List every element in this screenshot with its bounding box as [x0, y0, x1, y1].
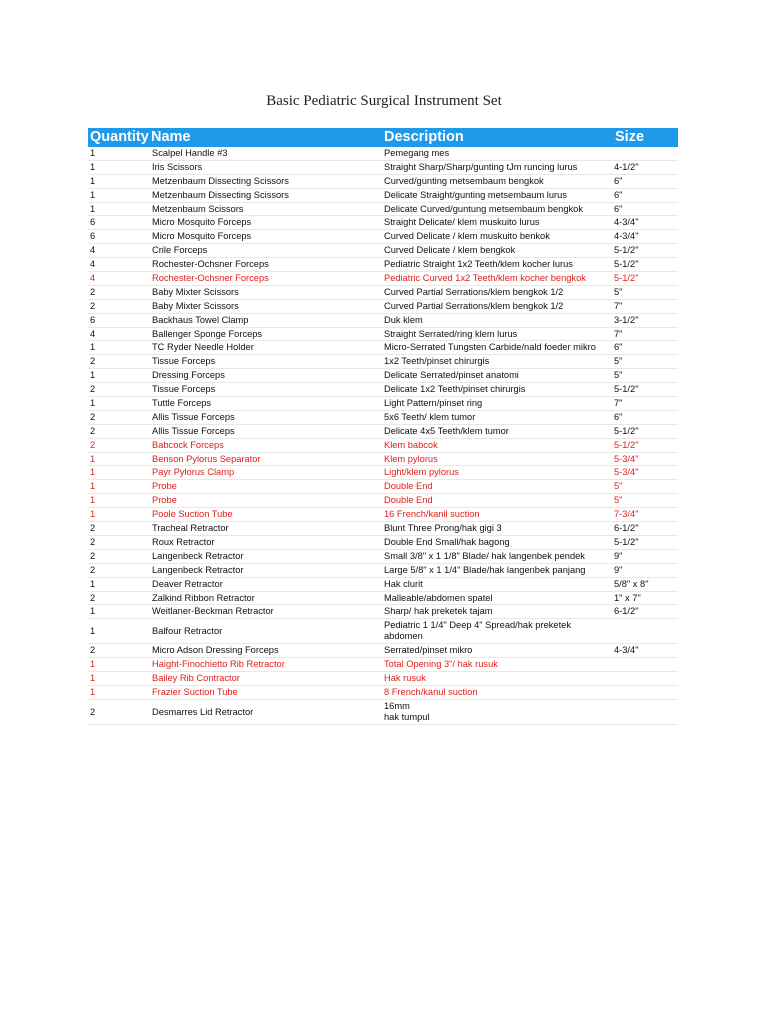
description-cell: Curved Partial Serrations/klem bengkok 1/2	[384, 286, 564, 297]
table-row	[88, 286, 678, 300]
quantity-cell: 1	[90, 626, 96, 637]
table-header	[88, 128, 678, 147]
size-cell: 5-1/2"	[614, 536, 639, 547]
description-cell: Klem babcok	[384, 439, 438, 450]
name-cell: Allis Tissue Forceps	[152, 425, 235, 436]
size-cell: 5-1/2"	[614, 384, 639, 395]
table-row	[88, 300, 678, 314]
name-cell: Rochester-Ochsner Forceps	[152, 259, 269, 270]
size-cell: 1" x 7"	[614, 592, 641, 603]
name-cell: Ballenger Sponge Forceps	[152, 328, 263, 339]
description-cell: Straight Serrated/ring klem lurus	[384, 328, 518, 339]
table-row	[88, 272, 678, 286]
size-cell: 6-1/2"	[614, 606, 639, 617]
table-row	[88, 508, 678, 522]
table-row	[88, 314, 678, 328]
description-cell: 16 French/kanil suction	[384, 509, 480, 520]
table-row	[88, 147, 678, 161]
description-cell: Total Opening 3"/ hak rusuk	[384, 659, 498, 670]
name-cell: Micro Mosquito Forceps	[152, 231, 252, 242]
description-cell: Sharp/ hak preketek tajam	[384, 606, 493, 617]
description-cell: Straight Sharp/Sharp/gunting tJm runcing lurus	[384, 161, 578, 172]
size-cell: 5"	[614, 356, 623, 367]
name-cell: Metzenbaum Dissecting Scissors	[152, 189, 289, 200]
description-cell: Delicate Serrated/pinset anatomi	[384, 370, 519, 381]
name-cell: Backhaus Towel Clamp	[152, 314, 249, 325]
size-cell: 9"	[614, 564, 623, 575]
name-cell: Langenbeck Retractor	[152, 550, 244, 561]
description-cell: 16mm hak tumpul	[384, 700, 430, 722]
name-cell: Metzenbaum Dissecting Scissors	[152, 175, 289, 186]
size-cell: 7"	[614, 300, 623, 311]
size-cell: 5-1/2"	[614, 439, 639, 450]
name-cell: Tissue Forceps	[152, 384, 216, 395]
name-cell: Rochester-Ochsner Forceps	[152, 273, 269, 284]
table-row	[88, 536, 678, 550]
quantity-cell: 1	[90, 203, 96, 214]
quantity-cell: 2	[90, 439, 96, 450]
size-cell: 3-1/2"	[614, 314, 639, 325]
description-cell: Curved Delicate / klem bengkok	[384, 245, 516, 256]
name-cell: Haight-Finochietto Rib Retractor	[152, 659, 285, 670]
size-cell: 5"	[614, 481, 623, 492]
size-cell: 5"	[614, 286, 623, 297]
name-cell: Tuttle Forceps	[152, 398, 212, 409]
table-row	[88, 216, 678, 230]
table-row	[88, 550, 678, 564]
quantity-cell: 4	[90, 328, 96, 339]
quantity-cell: 2	[90, 300, 96, 311]
quantity-cell: 2	[90, 645, 96, 656]
description-cell: Delicate Curved/guntung metsembaum bengkok	[384, 203, 583, 214]
description-cell: Klem pylorus	[384, 453, 438, 464]
quantity-cell: 4	[90, 273, 96, 284]
quantity-cell: 1	[90, 189, 96, 200]
name-cell: Frazier Suction Tube	[152, 686, 238, 697]
size-cell: 6"	[614, 189, 623, 200]
name-cell: Probe	[152, 481, 177, 492]
name-cell: Iris Scissors	[152, 161, 203, 172]
table-row	[88, 189, 678, 203]
quantity-cell: 2	[90, 384, 96, 395]
quantity-cell: 1	[90, 578, 96, 589]
size-cell: 5-3/4"	[614, 467, 639, 478]
name-cell: Bailey Rib Contractor	[152, 673, 240, 684]
size-cell: 5-1/2"	[614, 273, 639, 284]
size-cell: 5"	[614, 495, 623, 506]
name-cell: Payr Pylorus Clamp	[152, 467, 235, 478]
quantity-cell: 2	[90, 356, 96, 367]
name-cell: Micro Adson Dressing Forceps	[152, 645, 279, 656]
name-cell: Allis Tissue Forceps	[152, 411, 235, 422]
table-row	[88, 244, 678, 258]
quantity-cell: 2	[90, 286, 96, 297]
quantity-cell: 2	[90, 523, 96, 534]
name-cell: Scalpel Handle #3	[152, 148, 228, 158]
size-cell: 4-3/4"	[614, 217, 639, 228]
size-cell: 7-3/4"	[614, 509, 639, 520]
header-size: Size	[615, 129, 645, 145]
name-cell: Poole Suction Tube	[152, 509, 233, 520]
name-cell: Zalkind Ribbon Retractor	[152, 592, 255, 603]
description-cell: Micro-Serrated Tungsten Carbide/nald foeder mikro	[384, 342, 596, 353]
quantity-cell: 6	[90, 231, 96, 242]
name-cell: Baby Mixter Scissors	[152, 300, 239, 311]
size-cell: 5-1/2"	[614, 425, 639, 436]
description-cell: Delicate 4x5 Teeth/klem tumor	[384, 425, 509, 436]
quantity-cell: 1	[90, 398, 96, 409]
description-cell: Light Pattern/pinset ring	[384, 398, 483, 409]
description-cell: Serrated/pinset mikro	[384, 645, 473, 656]
quantity-cell: 2	[90, 706, 96, 717]
table-row	[88, 522, 678, 536]
quantity-cell: 1	[90, 659, 96, 670]
quantity-cell: 1	[90, 161, 96, 172]
page-title: Basic Pediatric Surgical Instrument Set	[266, 93, 502, 109]
quantity-cell: 2	[90, 425, 96, 436]
quantity-cell: 2	[90, 550, 96, 561]
table-row	[88, 466, 678, 480]
size-cell: 6-1/2"	[614, 523, 639, 534]
size-cell: 7"	[614, 398, 623, 409]
quantity-cell: 1	[90, 467, 96, 478]
table-row	[88, 619, 678, 644]
name-cell: Baby Mixter Scissors	[152, 286, 239, 297]
name-cell: Metzenbaum Scissors	[152, 203, 244, 214]
size-cell: 6"	[614, 411, 623, 422]
table-row	[88, 494, 678, 508]
table-row	[88, 203, 678, 217]
quantity-cell: 1	[90, 686, 96, 697]
description-cell: Small 3/8" x 1 1/8" Blade/ hak langenbek pendek	[384, 550, 585, 561]
quantity-cell: 2	[90, 592, 96, 603]
table-row	[88, 605, 678, 619]
table-row	[88, 439, 678, 453]
size-cell: 4-3/4"	[614, 645, 639, 656]
quantity-cell: 2	[90, 536, 96, 547]
quantity-cell: 2	[90, 564, 96, 575]
table-row	[88, 425, 678, 439]
quantity-cell: 6	[90, 314, 96, 325]
description-cell: Double End	[384, 481, 433, 492]
size-cell: 6"	[614, 342, 623, 353]
size-cell: 5-1/2"	[614, 259, 639, 270]
table-row	[88, 341, 678, 355]
header-description: Description	[384, 129, 464, 145]
header-quantity: Quantity	[90, 129, 149, 145]
table-row	[88, 672, 678, 686]
size-cell: 6"	[614, 203, 623, 214]
description-cell: Large 5/8" x 1 1/4" Blade/hak langenbek panjang	[384, 564, 586, 575]
description-cell: Curved Delicate / klem muskuito benkok	[384, 231, 550, 242]
description-cell: Hak rusuk	[384, 673, 426, 684]
name-cell: Tissue Forceps	[152, 356, 216, 367]
quantity-cell: 1	[90, 175, 96, 186]
size-cell: 5/8" x 8"	[614, 578, 649, 589]
quantity-cell: 4	[90, 245, 96, 256]
size-cell: 6"	[614, 175, 623, 186]
description-cell: Light/klem pylorus	[384, 467, 459, 478]
description-cell: Delicate Straight/gunting metsembaum lurus	[384, 189, 567, 200]
description-cell: Malleable/abdomen spatel	[384, 592, 493, 603]
description-cell: Blunt Three Prong/hak gigi 3	[384, 523, 502, 534]
table-row	[88, 230, 678, 244]
table-row	[88, 328, 678, 342]
quantity-cell: 1	[90, 453, 96, 464]
quantity-cell: 1	[90, 148, 96, 158]
name-cell: Benson Pylorus Separator	[152, 453, 261, 464]
size-cell: 5-3/4"	[614, 453, 639, 464]
description-cell: Pediatric 1 1/4" Deep 4" Spread/hak preketek abdomen	[384, 620, 571, 642]
name-cell: Weitlaner-Beckman Retractor	[152, 606, 274, 617]
table-row	[88, 686, 678, 700]
name-cell: Micro Mosquito Forceps	[152, 217, 252, 228]
quantity-cell: 6	[90, 217, 96, 228]
quantity-cell: 1	[90, 606, 96, 617]
table-row	[88, 658, 678, 672]
quantity-cell: 1	[90, 481, 96, 492]
size-cell: 9"	[614, 550, 623, 561]
description-cell: Curved/gunting metsembaum bengkok	[384, 175, 544, 186]
description-cell: Pediatric Curved 1x2 Teeth/klem kocher bengkok	[384, 273, 586, 284]
header-name: Name	[151, 129, 191, 145]
table-row	[88, 355, 678, 369]
name-cell: Probe	[152, 495, 177, 506]
quantity-cell: 2	[90, 411, 96, 422]
name-cell: Babcock Forceps	[152, 439, 224, 450]
name-cell: Roux Retractor	[152, 536, 215, 547]
table-row	[88, 564, 678, 578]
table-row	[88, 592, 678, 606]
name-cell: Deaver Retractor	[152, 578, 223, 589]
quantity-cell: 1	[90, 509, 96, 520]
table-row	[88, 644, 678, 658]
description-cell: 8 French/kanul suction	[384, 686, 478, 697]
description-cell: Pemegang mes	[384, 148, 450, 158]
size-cell: 7"	[614, 328, 623, 339]
size-cell: 5"	[614, 370, 623, 381]
description-cell: 1x2 Teeth/pinset chirurgis	[384, 356, 490, 367]
description-cell: Double End Small/hak bagong	[384, 536, 510, 547]
quantity-cell: 1	[90, 342, 96, 353]
name-cell: Langenbeck Retractor	[152, 564, 244, 575]
description-cell: Delicate 1x2 Teeth/pinset chirurgis	[384, 384, 526, 395]
table-row	[88, 258, 678, 272]
table-body	[88, 147, 678, 725]
size-cell: 5-1/2"	[614, 245, 639, 256]
quantity-cell: 1	[90, 673, 96, 684]
description-cell: Curved Partial Serrations/klem bengkok 1/2	[384, 300, 564, 311]
table-row	[88, 383, 678, 397]
table-row	[88, 453, 678, 467]
description-cell: 5x6 Teeth/ klem tumor	[384, 411, 476, 422]
table-row	[88, 578, 678, 592]
quantity-cell: 4	[90, 259, 96, 270]
description-cell: Straight Delicate/ klem muskuito lurus	[384, 217, 540, 228]
quantity-cell: 1	[90, 495, 96, 506]
table-row	[88, 397, 678, 411]
size-cell: 4-3/4"	[614, 231, 639, 242]
size-cell: 4-1/2"	[614, 161, 639, 172]
name-cell: Tracheal Retractor	[152, 523, 229, 534]
quantity-cell: 1	[90, 370, 96, 381]
name-cell: TC Ryder Needle Holder	[152, 342, 254, 353]
description-cell: Hak clurit	[384, 578, 423, 589]
table-row	[88, 480, 678, 494]
name-cell: Desmarres Lid Retractor	[152, 706, 254, 717]
table-row	[88, 175, 678, 189]
description-cell: Duk klem	[384, 314, 423, 325]
name-cell: Dressing Forceps	[152, 370, 225, 381]
description-cell: Double End	[384, 495, 433, 506]
table-row	[88, 369, 678, 383]
table-row	[88, 161, 678, 175]
name-cell: Crile Forceps	[152, 245, 208, 256]
name-cell: Balfour Retractor	[152, 626, 223, 637]
table-row	[88, 700, 678, 725]
instrument-table	[88, 128, 678, 725]
description-cell: Pediatric Straight 1x2 Teeth/klem kocher lurus	[384, 259, 573, 270]
table-row	[88, 411, 678, 425]
